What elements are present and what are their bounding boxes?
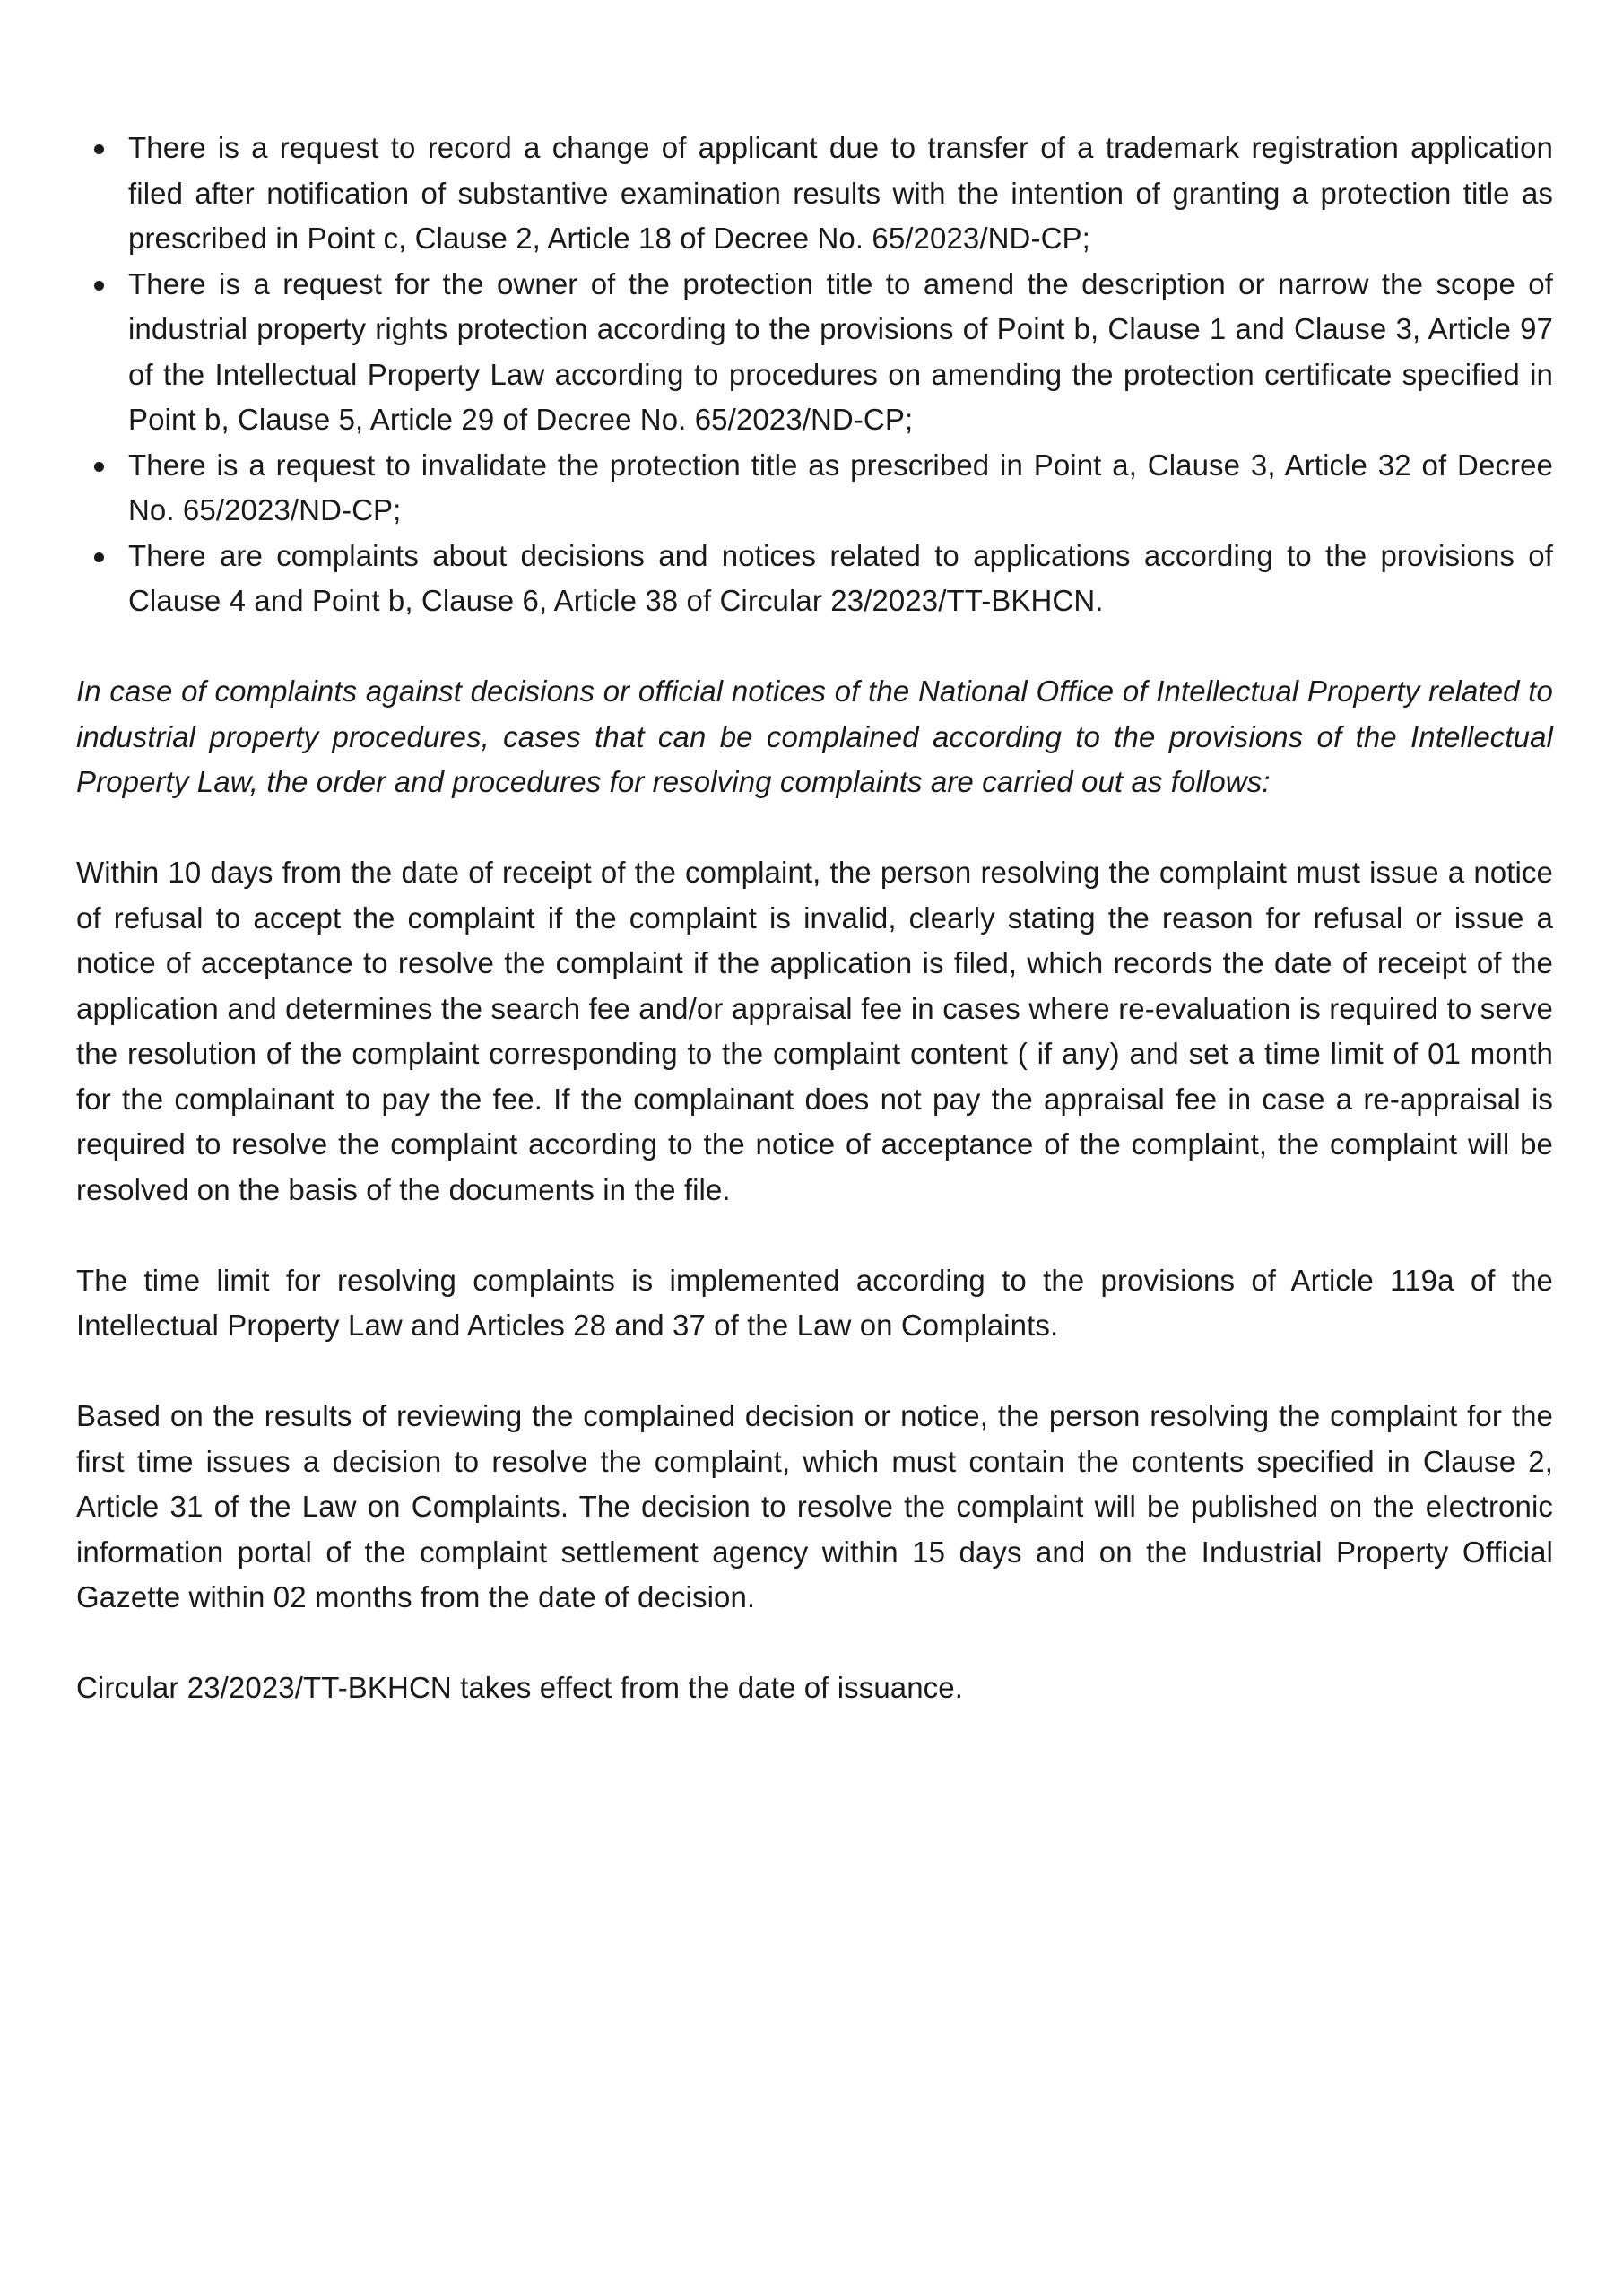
bullet-item [76, 262, 1553, 443]
complaint-procedure-intro: In case of complaints against decisions or official notices of the National Office of Intellectual Property related to industrial property procedures, cases that can be complained according to the provisions of the Intellectual Property Law, the order and procedures for resolving complaints are carried out as follows: [76, 674, 1553, 798]
bullet-dot-icon [94, 462, 104, 472]
paragraph-acceptance-notice: Within 10 days from the date of receipt of the complaint, the person resolving the complaint must issue a notice of refusal to accept the complaint if the complaint is invalid, clearly stating the reason for refusal or issue a notice of acceptance to resolve the complaint if the application is filed, which records the date of receipt of the application and determines the search fee and/or appraisal fee in cases where re-evaluation is required to serve the resolution of the complaint corresponding to the complaint content ( if any) and set a time limit of 01 month for the complainant to pay the fee. If the complainant does not pay the appraisal fee in case a re-appraisal is required to resolve the complaint according to the notice of acceptance of the complaint, the complaint will be resolved on the basis of the documents in the file. [76, 856, 1553, 1206]
bullet-text: There is a request to invalidate the protection title as prescribed in Point a, Clause 3, Article 32 of Decree No. 65/2023/ND-CP; [128, 448, 1553, 526]
paragraph-effective-date: Circular 23/2023/TT-BKHCN takes effect from the date of issuance. [76, 1671, 964, 1704]
document-page [76, 126, 1553, 1711]
spacer [76, 1349, 1553, 1395]
paragraph-time-limit: The time limit for resolving complaints is implemented according to the provisions of Article 119a of the Intellectual Property Law and Articles 28 and 37 of the Law on Complaints. [76, 1263, 1553, 1342]
spacer [76, 624, 1553, 670]
bullet-item [76, 126, 1553, 262]
bullet-text: There are complaints about decisions and notices related to applications according to the provisions of Clause 4 and Point b, Clause 6, Article 38 of Circular 23/2023/TT-BKHCN. [128, 538, 1553, 617]
bullet-text: There is a request to record a change of applicant due to transfer of a trademark registration application filed after notification of substantive examination results with the intention of granting a protection title as prescribed in Point c, Clause 2, Article 18 of Decree No. 65/2023/ND-CP; [128, 131, 1553, 255]
bullet-item [76, 443, 1553, 534]
paragraph-resolution-decision: Based on the results of reviewing the complained decision or notice, the person resolving the complaint for the first time issues a decision to resolve the complaint, which must contain the contents specified in Clause 2, Article 31 of the Law on Complaints. The decision to resolve the complaint will be published on the electronic information portal of the complaint settlement agency within 15 days and on the Industrial Property Official Gazette within 02 months from the date of decision. [76, 1399, 1553, 1613]
bullet-text: There is a request for the owner of the protection title to amend the description or narrow the scope of industrial property rights protection according to the provisions of Point b, Clause 1 and Clause 3, Article 97 of the Intellectual Property Law according to procedures on amending the protection certificate specified in Point b, Clause 5, Article 29 of Decree No. 65/2023/ND-CP; [128, 266, 1553, 436]
bullet-dot-icon [94, 281, 104, 291]
spacer [76, 1213, 1553, 1258]
spacer [76, 1621, 1553, 1666]
spacer [76, 805, 1553, 851]
requests-bullet-list [76, 126, 1553, 624]
bullet-item [76, 534, 1553, 624]
bullet-dot-icon [94, 144, 104, 154]
bullet-dot-icon [94, 552, 104, 562]
